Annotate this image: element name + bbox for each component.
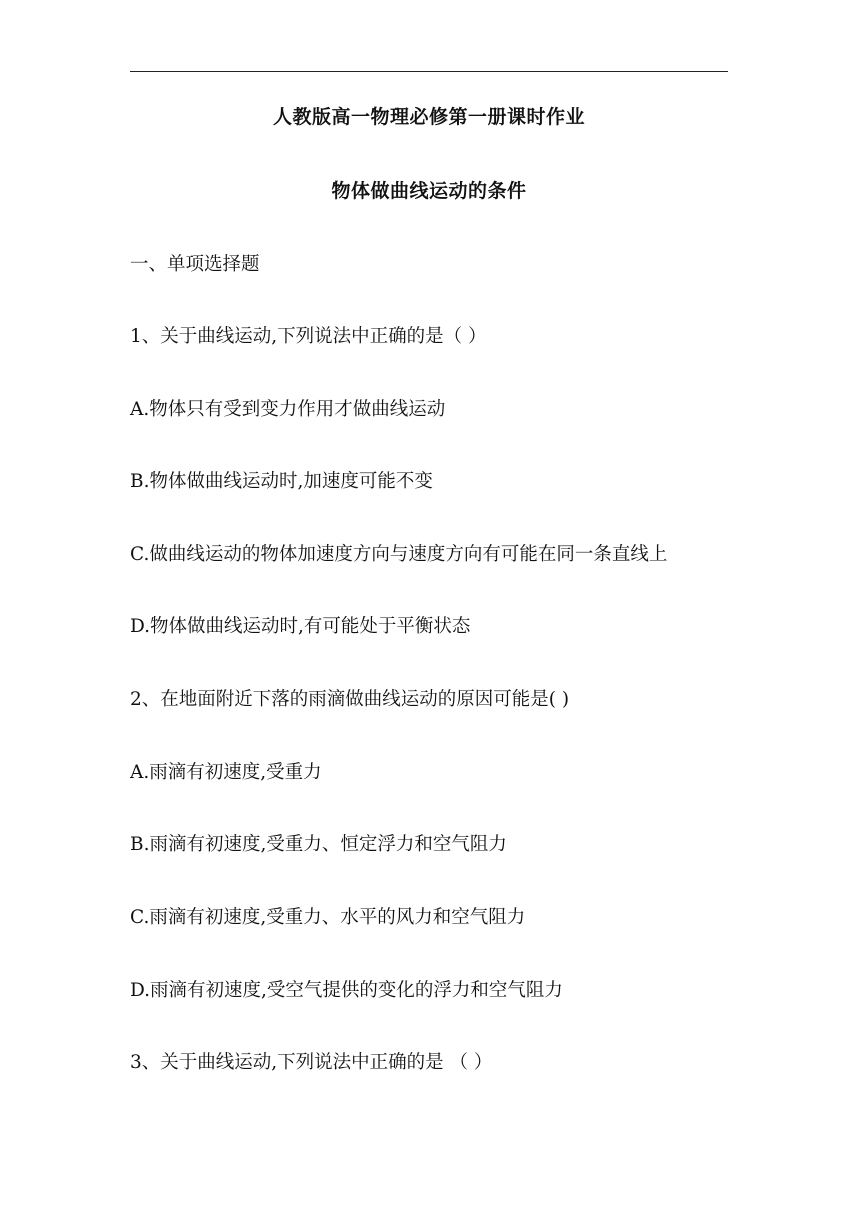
question-3: 3、关于曲线运动,下列说法中正确的是 （ ） bbox=[130, 1052, 493, 1073]
q2-option-c: C.雨滴有初速度,受重力、水平的风力和空气阻力 bbox=[130, 907, 526, 928]
header-rule bbox=[130, 71, 728, 72]
q1-option-d: D.物体做曲线运动时,有可能处于平衡状态 bbox=[130, 616, 471, 637]
q2-option-a: A.雨滴有初速度,受重力 bbox=[130, 762, 322, 783]
section-heading: 一、单项选择题 bbox=[130, 254, 260, 275]
q1-option-a: A.物体只有受到变力作用才做曲线运动 bbox=[130, 399, 446, 420]
q1-option-b: B.物体做曲线运动时,加速度可能不变 bbox=[130, 471, 433, 492]
q2-option-d: D.雨滴有初速度,受空气提供的变化的浮力和空气阻力 bbox=[130, 980, 563, 1001]
q2-option-b: B.雨滴有初速度,受重力、恒定浮力和空气阻力 bbox=[130, 834, 507, 855]
question-1: 1、关于曲线运动,下列说法中正确的是（ ） bbox=[130, 326, 487, 347]
q1-option-c: C.做曲线运动的物体加速度方向与速度方向有可能在同一条直线上 bbox=[130, 544, 668, 565]
document-subtitle: 物体做曲线运动的条件 bbox=[331, 180, 527, 202]
document-title: 人教版高一物理必修第一册课时作业 bbox=[272, 106, 585, 128]
question-2: 2、在地面附近下落的雨滴做曲线运动的原因可能是( ) bbox=[130, 689, 570, 710]
